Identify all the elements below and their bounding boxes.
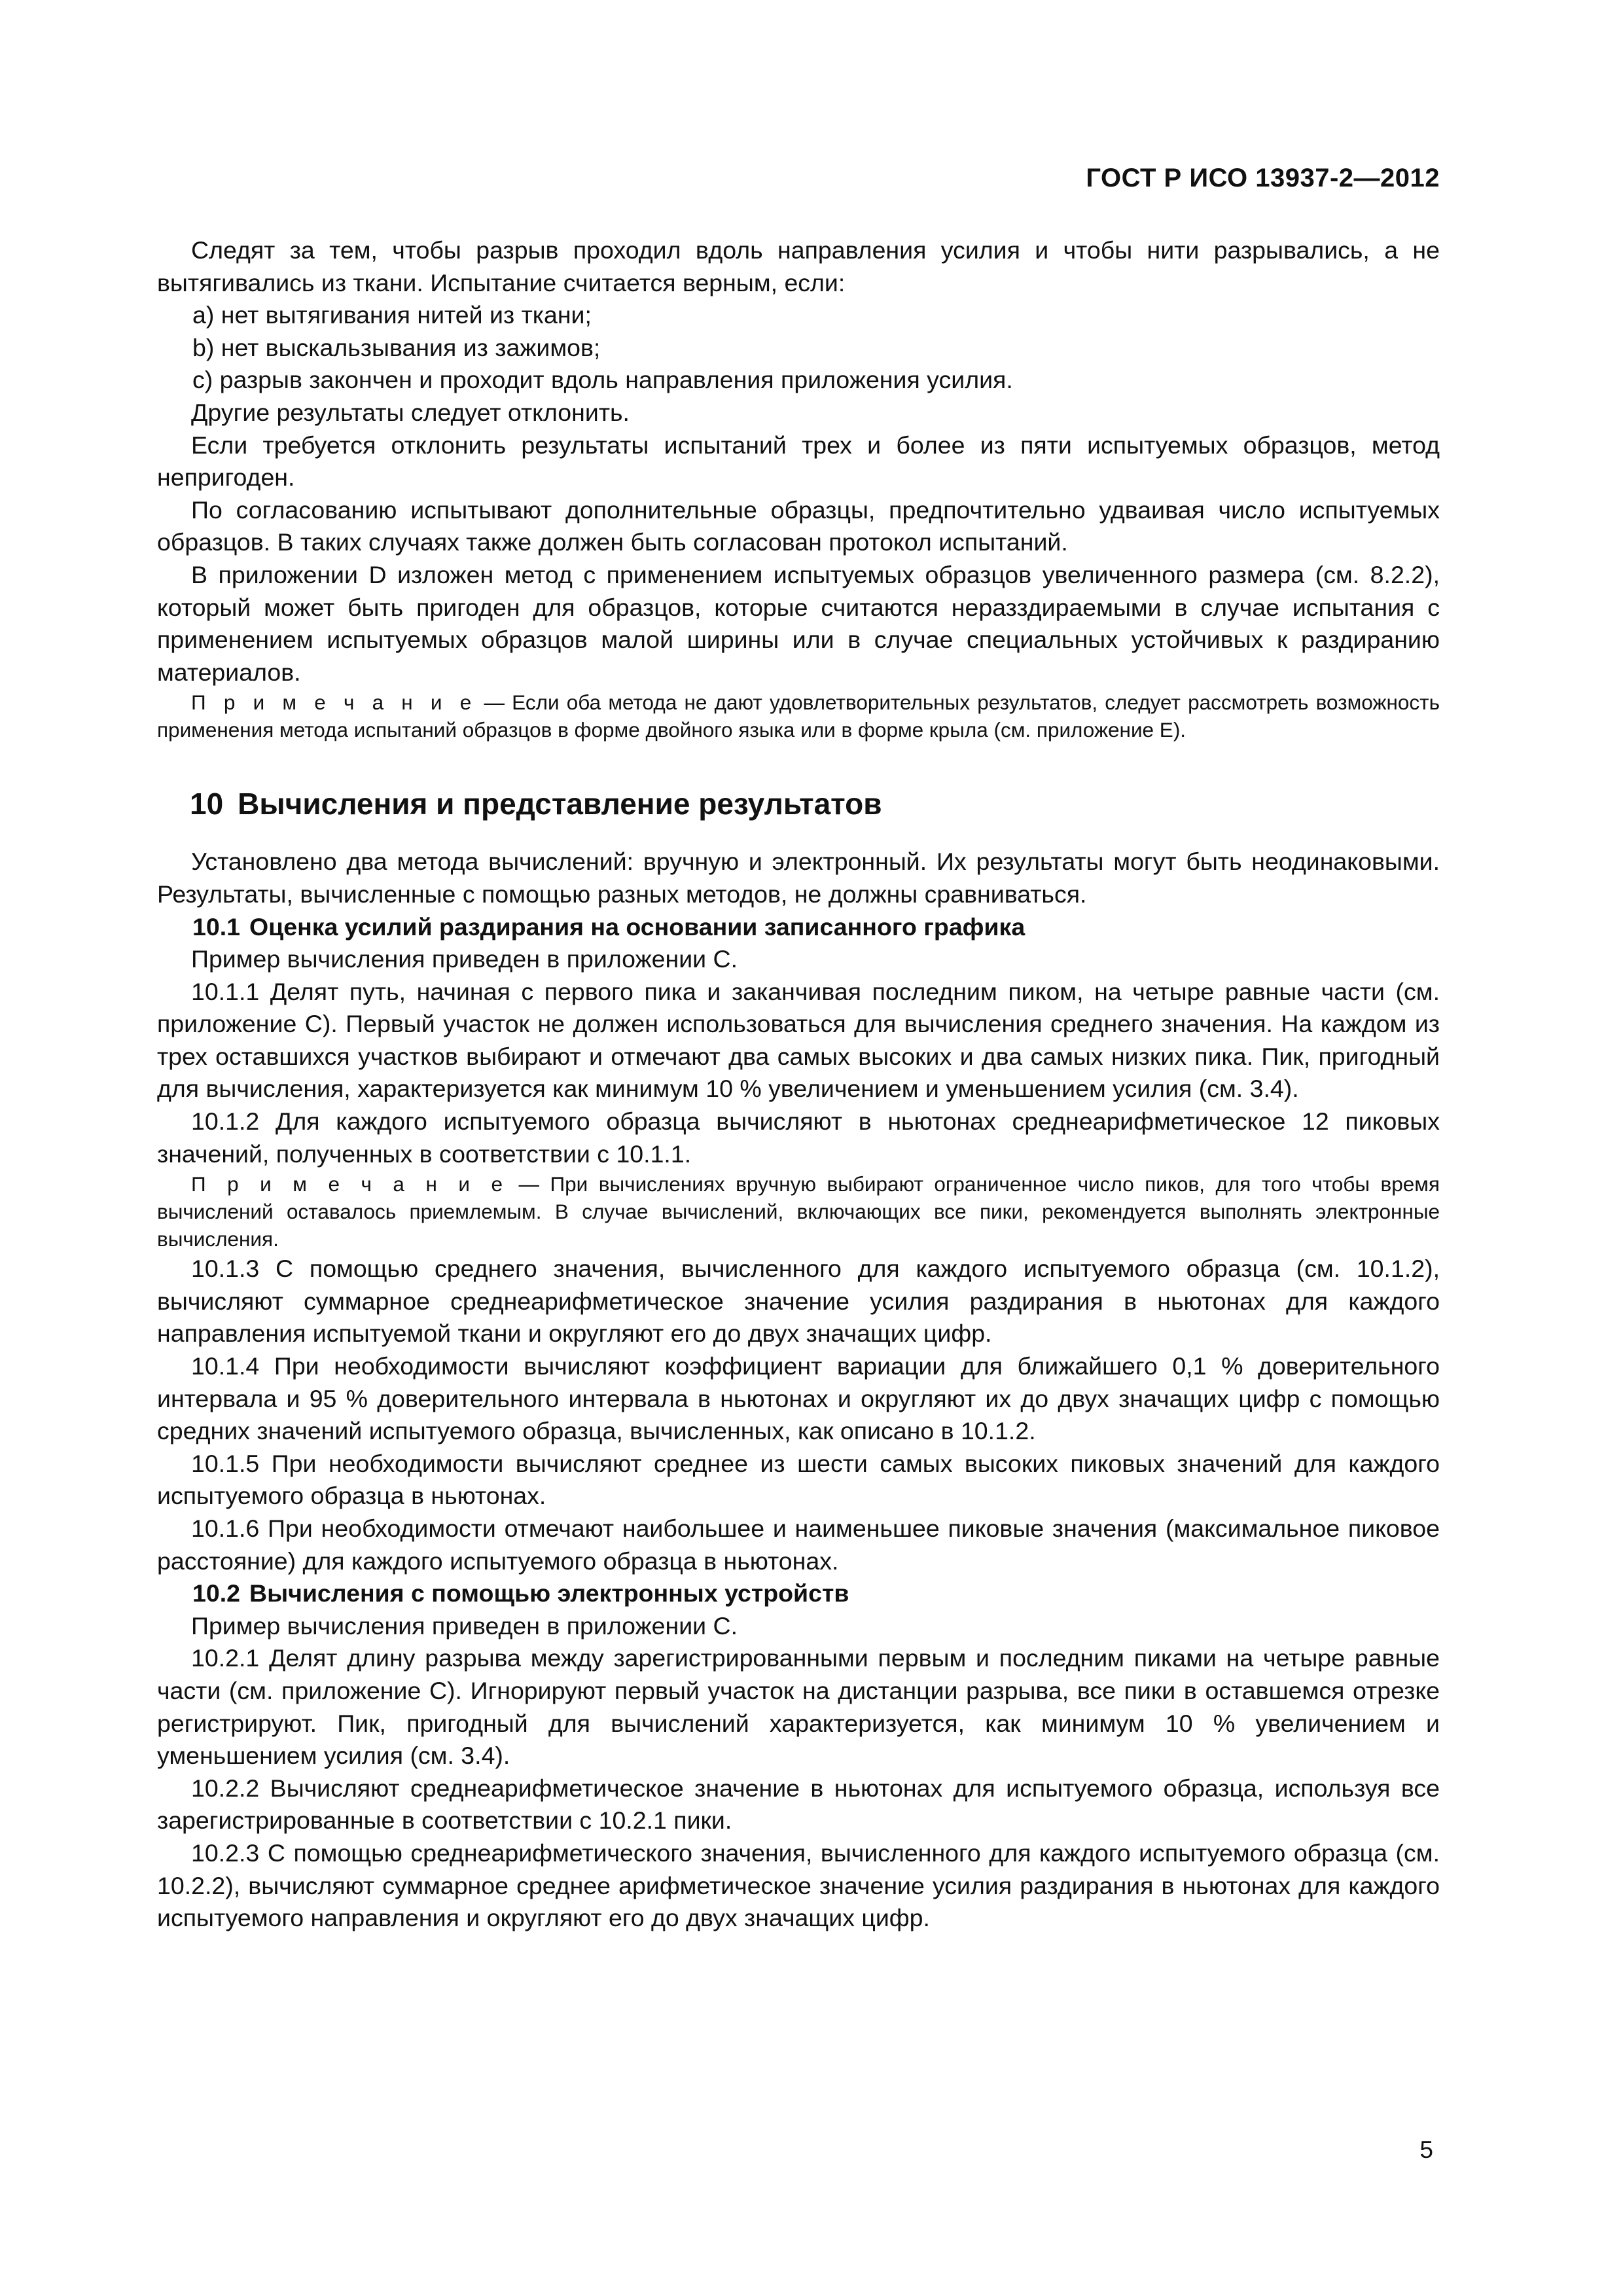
- paragraph: 10.1.5 При необходимости вычисляют среднее из шести самых высоких пиковых значений для каждого испытуемого образца в ньютонах.: [157, 1449, 1440, 1510]
- subsection-number: 10.2: [192, 1579, 240, 1607]
- section-title: Вычисления и представление результатов: [238, 787, 882, 821]
- paragraph: 10.2.3 С помощью среднеарифметического значения, вычисленного для каждого испытуемого образца (см. 10.2.2), вычисляют суммарное среднее арифметическое значение усилия раздирания в ньютонах для каждого испытуемого направления и округляют его до двух значащих цифр.: [157, 1839, 1440, 1932]
- paragraph: 10.1.2 Для каждого испытуемого образца вычисляют в ньютонах среднеарифметическое 12 пиковых значений, полученных в соответствии с 10.1.1.: [157, 1107, 1440, 1168]
- subsection-heading: [157, 911, 1440, 944]
- paragraph: В приложении D изложен метод с применением испытуемых образцов увеличенного размера (см. 8.2.2), который может быть пригоден для образцов, которые считаются неразздираемыми в случае испытания с применением испытуемых образцов малой ширины или в случае специальных устойчивых к раздиранию материалов.: [157, 560, 1440, 686]
- paragraph: Установлено два метода вычислений: вручную и электронный. Их результаты могут быть неодинаковыми. Результаты, вычисленные с помощью разных методов, не должны сравниваться.: [157, 848, 1440, 908]
- page-content: [157, 234, 1440, 1935]
- subsection-title: Оценка усилий раздирания на основании записанного графика: [249, 912, 1026, 941]
- note-label: П р и м е ч а н и е: [191, 1172, 508, 1196]
- paragraph: 10.1.4 При необходимости вычисляют коэффициент вариации для ближайшего 0,1 % доверительного интервала и 95 % доверительного интервала в ньютонах и округляют их до двух значащих цифр с помощью средних значений испытуемого образца, вычисленных, как описано в 10.1.2.: [157, 1352, 1440, 1445]
- section-heading: [157, 787, 1440, 821]
- note: [157, 1170, 1440, 1253]
- subsection-heading: [157, 1577, 1440, 1610]
- note-text: — При вычислениях вручную выбирают ограниченное число пиков, для того чтобы время вычислений оставалось приемлемым. В случае вычислений, включающих все пики, рекомендуется выполнять электронные вычисления.: [157, 1172, 1440, 1251]
- note-label: П р и м е ч а н и е: [191, 691, 477, 715]
- paragraph: Следят за тем, чтобы разрыв проходил вдоль направления усилия и чтобы нити разрывались, а не вытягивались из ткани. Испытание считается верным, если:: [157, 236, 1440, 296]
- paragraph: Пример вычисления приведен в приложении С.: [191, 945, 738, 973]
- note: [157, 689, 1440, 744]
- list-item: a) нет вытягивания нитей из ткани;: [192, 301, 592, 329]
- paragraph: 10.1.6 При необходимости отмечают наибольшее и наименьшее пиковые значения (максимальное пиковое расстояние) для каждого испытуемого образца в ньютонах.: [157, 1515, 1440, 1575]
- section-number: 10: [190, 787, 224, 821]
- paragraph: 10.2.1 Делят длину разрыва между зарегистрированными первым и последним пиками на четыре равные части (см. приложение С). Игнорируют первый участок на дистанции разрыва, все пики в оставшемся отрезке регистрируют. Пик, пригодный для вычислений характеризуется, как минимум 10 % увеличением и уменьшением усилия (см. 3.4).: [157, 1644, 1440, 1770]
- page-number: 5: [1419, 2136, 1433, 2163]
- list-item: c) разрыв закончен и проходит вдоль направления приложения усилия.: [192, 366, 1013, 394]
- paragraph: 10.1.1 Делят путь, начиная с первого пика и заканчивая последним пиком, на четыре равные части (см. приложение С). Первый участок не должен использоваться для вычисления среднего значения. На каждом из трех оставшихся участков выбирают и отмечают два самых высоких и два самых низких пика. Пик, пригодный для вычисления, характеризуется как минимум 10 % увеличением и уменьшением усилия (см. 3.4).: [157, 977, 1440, 1103]
- paragraph: По согласованию испытывают дополнительные образцы, предпочтительно удваивая число испытуемых образцов. В таких случаях также должен быть согласован протокол испытаний.: [157, 495, 1440, 556]
- paragraph: 10.2.2 Вычисляют среднеарифметическое значение в ньютонах для испытуемого образца, используя все зарегистрированные в соответствии с 10.2.1 пики.: [157, 1774, 1440, 1835]
- paragraph: Пример вычисления приведен в приложении С.: [191, 1611, 738, 1640]
- paragraph: Если требуется отклонить результаты испытаний трех и более из пяти испытуемых образцов, метод непригоден.: [157, 431, 1440, 492]
- list-item: b) нет выскальзывания из зажимов;: [192, 333, 601, 361]
- note-text: — Если оба метода не дают удовлетворительных результатов, следует рассмотреть возможность применения метода испытаний образцов в форме двойного языка или в форме крыла (см. приложение Е).: [157, 691, 1440, 742]
- subsection-title: Вычисления с помощью электронных устройств: [249, 1579, 849, 1607]
- subsection-number: 10.1: [192, 912, 240, 941]
- paragraph: 10.1.3 С помощью среднего значения, вычисленного для каждого испытуемого образца (см. 10.1.2), вычисляют суммарное среднеарифметическое значение усилия раздирания в ньютонах для каждого направления испытуемой ткани и округляют его до двух значащих цифр.: [157, 1255, 1440, 1348]
- standard-header: ГОСТ Р ИСО 13937-2—2012: [1086, 164, 1440, 192]
- paragraph: Другие результаты следует отклонить.: [191, 398, 630, 426]
